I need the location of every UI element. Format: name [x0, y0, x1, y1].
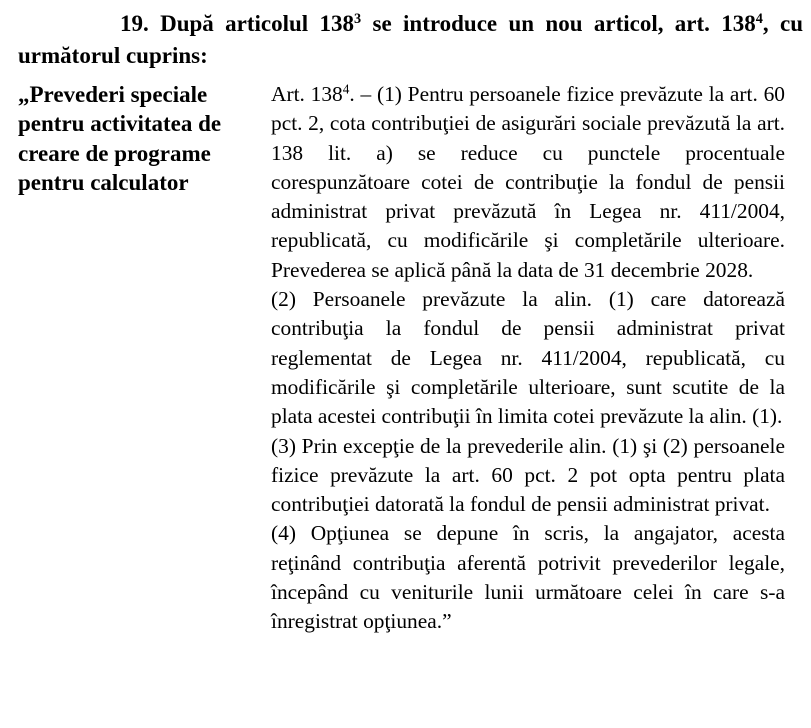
heading-text-middle: se introduce un nou articol, art. 138	[361, 11, 756, 36]
article-body	[271, 80, 785, 637]
article-paragraph-3: (3) Prin excepţie de la prevederile alin. (1) şi (2) persoanele fizice prevăzute la art. 60 pct. 2 pot opta pentru plata contribuţiei datorată la fondul de pensii administrat privat.	[271, 433, 785, 517]
section-title	[18, 80, 258, 197]
article-superscript: 4	[342, 81, 350, 97]
section-title-line: pentru calculator	[18, 169, 189, 195]
heading-superscript-4: 4	[755, 11, 763, 28]
heading-superscript-3: 3	[354, 11, 362, 28]
heading-text-start: 19. După articolul 138	[120, 11, 355, 36]
amendment-heading	[18, 8, 803, 72]
article-paragraph-2: (2) Persoanele prevăzute la alin. (1) care datorează contribuţia la fondul de pensii administrat privat reglementat de Legea nr. 411/2004, republicată, cu modificările şi completările ulterioare, sunt scutite de la plata acestei contribuţii în limita cotei prevăzute la alin. (1).	[271, 287, 785, 429]
article-number: Art. 138	[271, 82, 343, 106]
paragraph-1-text: . – (1) Pentru persoanele fizice prevăzute la art. 60 pct. 2, cota contribuţiei de asigurări sociale prevăzută la art. 138 lit. a) se reduce cu punctele procentuale corespunzătoare cotei de contribuţie la fondul de pensii administrat privat prevăzută în Legea nr. 411/2004, republicată, cu modificările şi completările ulterioare. Prevederea se aplică până la data de 31 decembrie 2028.	[271, 82, 785, 282]
article-paragraph-4: (4) Opţiunea se depune în scris, la angajator, acesta reţinând contribuţia aferentă potrivit prevederilor legale, începând cu veniturile lunii următoare celei în care s-a înregistrat opţiunea.”	[271, 521, 785, 634]
article-paragraph-1	[271, 80, 785, 285]
heading-text-end: , cu următorul cuprins:	[18, 11, 804, 68]
section-title-line: „Prevederi speciale	[18, 82, 208, 107]
section-title-line: pentru activitatea de	[18, 111, 222, 137]
section-title-line: creare de programe	[18, 140, 211, 166]
